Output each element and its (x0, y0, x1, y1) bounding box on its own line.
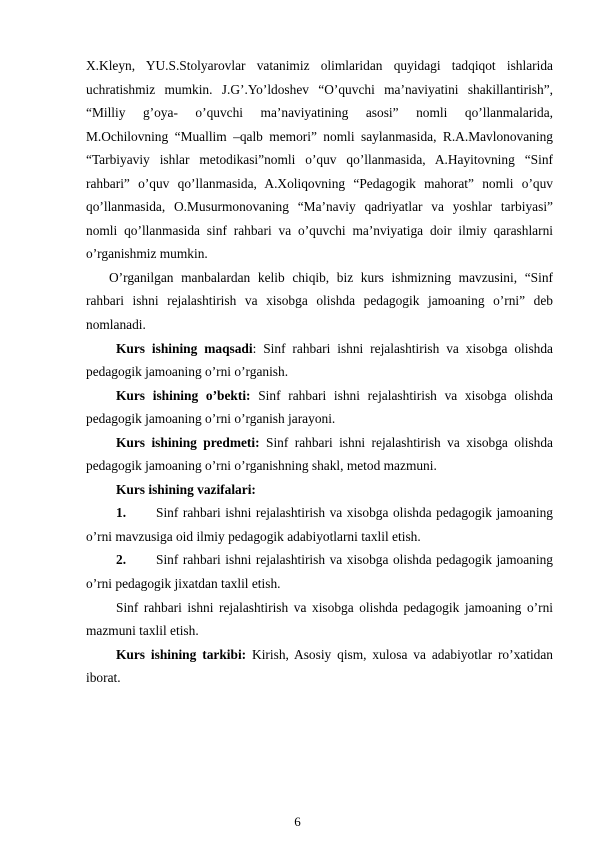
page-number: 6 (294, 814, 301, 829)
tasks-heading (86, 478, 553, 502)
goal-paragraph (86, 337, 553, 384)
task-item-1 (86, 501, 553, 548)
document-body (86, 54, 553, 690)
task-item-2 (86, 548, 553, 595)
goal-text: : Sinf rahbari ishni rejalashtirish va xisobga olishda pedagogik jamoaning o’rni o’rganish. (86, 340, 553, 380)
object-text: Sinf rahbari ishni rejalashtirish va xisobga olishda pedagogik jamoaning o’rni o’rganish jarayoni. (86, 387, 553, 427)
subject-label: Kurs ishining predmeti: (116, 434, 260, 450)
task-1-number: 1. (116, 505, 127, 521)
tasks-label: Kurs ishining vazifalari: (116, 481, 256, 497)
structure-label: Kurs ishining tarkibi: (116, 646, 247, 662)
object-paragraph (86, 384, 553, 431)
object-label: Kurs ishining o’bekti: (116, 387, 251, 403)
structure-text: Kirish, Asosiy qism, xulosa va adabiyotlar ro’xatidan iborat. (86, 646, 553, 686)
subject-text: Sinf rahbari ishni rejalashtirish va xisobga olishda pedagogik jamoaning o’rni o’rganishning shakl, metod mazmuni. (86, 434, 553, 474)
subject-paragraph (86, 431, 553, 478)
goal-label: Kurs ishining maqsadi (116, 340, 253, 356)
task-item-3: Sinf rahbari ishni rejalashtirish va xisobga olishda pedagogik jamoaning o’rni mazmuni taxlil etish. (86, 599, 553, 639)
task-1-text: Sinf rahbari ishni rejalashtirish va xisobga olishda pedagogik jamoaning o’rni mavzusiga oid ilmiy pedagogik adabiyotlarni taxlil etish. (86, 505, 553, 544)
topic-paragraph: O’rganilgan manbalardan kelib chiqib, biz kurs ishmizning mavzusini, “Sinf rahbari ishni rejalashtirish va xisobga olishda pedagogik jamoaning o’rni” deb nomlanadi. (86, 269, 553, 333)
task-2-text: Sinf rahbari ishni rejalashtirish va xisobga olishda pedagogik jamoaning o’rni pedagogik jixatdan taxlil etish. (86, 552, 553, 592)
structure-paragraph (86, 643, 553, 690)
task-2-number: 2. (116, 552, 127, 568)
intro-paragraph: X.Kleyn, YU.S.Stolyarovlar vatanimiz olimlaridan quyidagi tadqiqot ishlarida uchratishmiz mumkin. J.G’.Yo’ldoshev “O’quvchi ma’naviyatini shakillantirish”, “Milliy g’oya- o’quvchi ma’naviyatining asosi” nomli qo’llanmalarida, M.Ochilovning “Muallim –qalb memori” nomli saylanmasida, R.A.Mavlonovaning “Tarbiyaviy ishlar metodikasi”nomli o’quv qo’llanmasida, A.Hayitovning “Sinf rahbari” o’quv qo’llanmasida, A.Xoliqovning “Pedagogik mahorat” nomli o’quv qo’llanmasida, O.Musurmonovaning “Ma’naviy qadriyatlar va yoshlar tarbiyasi” nomli qo’llanmasida sinf rahbari va o’quvchi ma’nviyatiga doir ilmiy qarashlarni o’rganishmiz mumkin. (86, 58, 553, 262)
